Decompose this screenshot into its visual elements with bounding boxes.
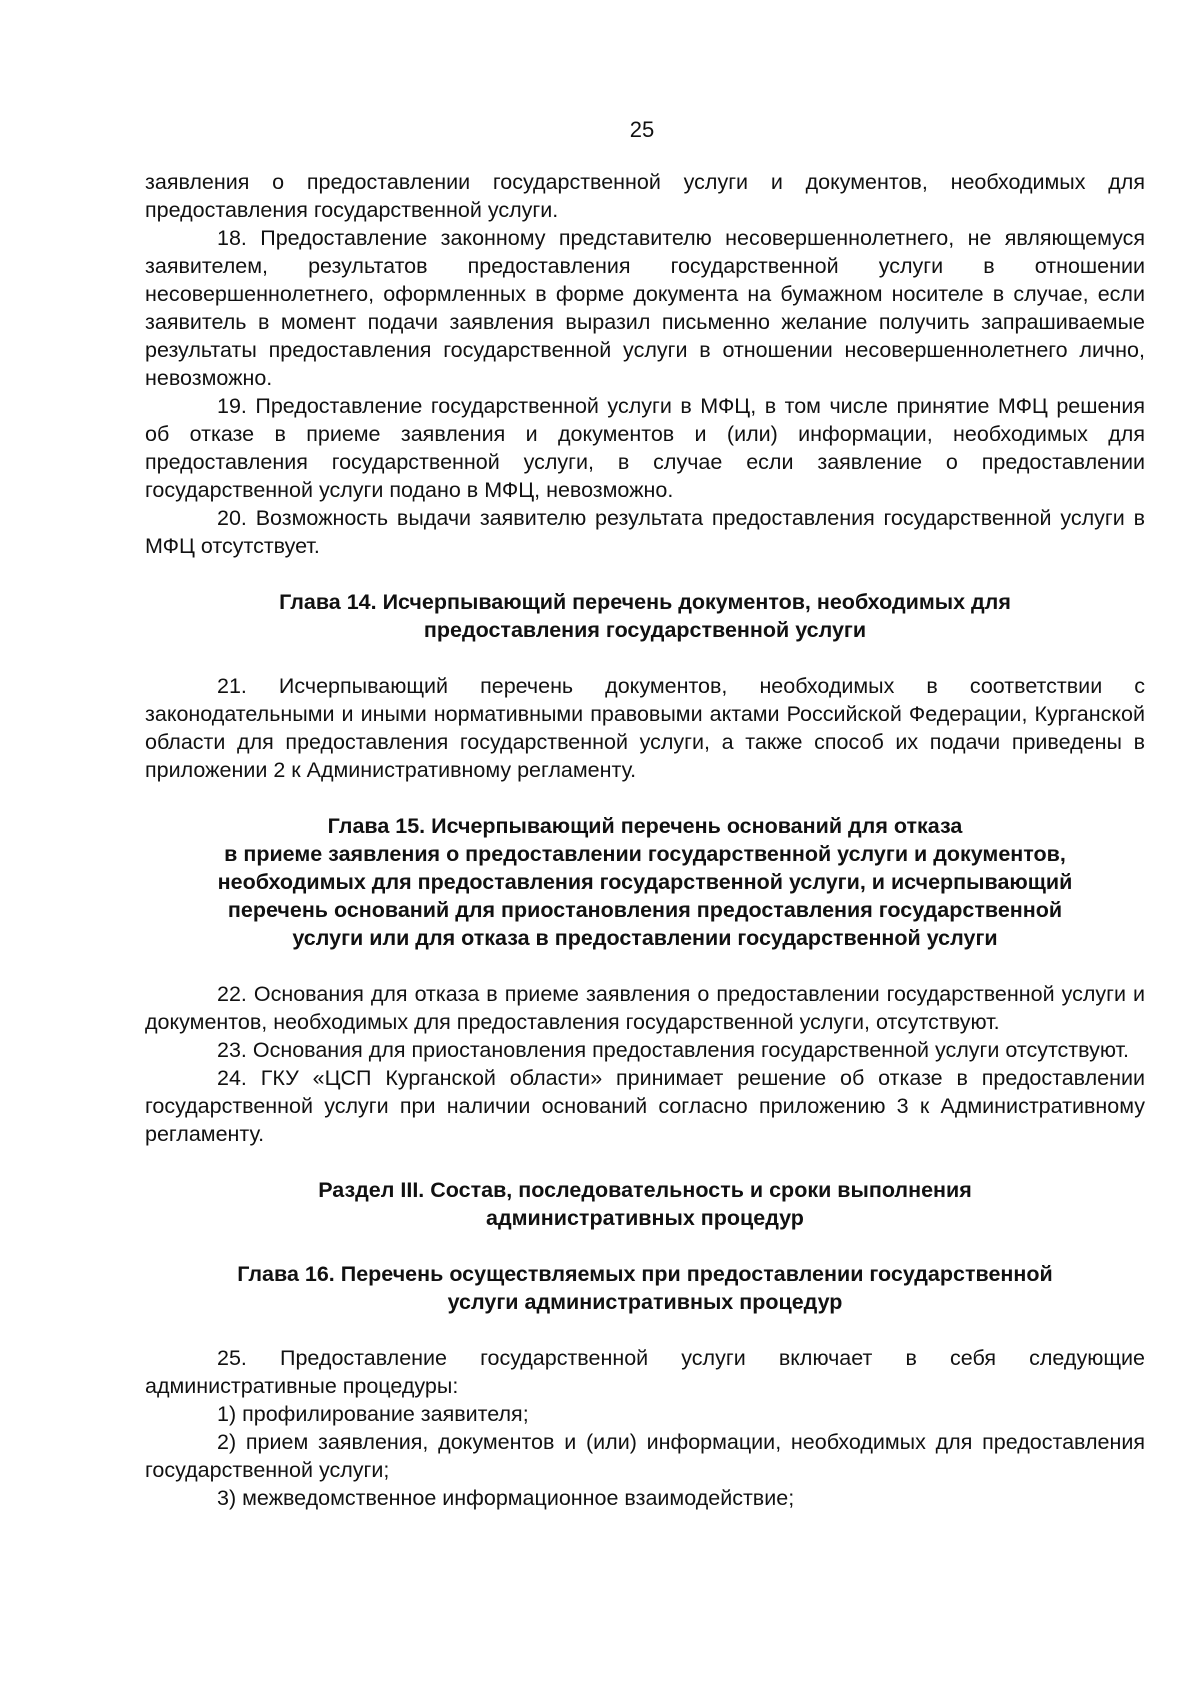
heading-line: Глава 14. Исчерпывающий перечень документов, необходимых для (279, 590, 1011, 614)
section-heading (145, 1260, 1145, 1316)
heading-line: необходимых для предоставления государственной услуги, и исчерпывающий (217, 870, 1073, 894)
paragraph: 24. ГКУ «ЦСП Курганской области» принимает решение об отказе в предоставлении государственной услуги при наличии оснований согласно приложению 3 к Административному регламенту. (145, 1066, 1145, 1146)
paragraph: 3) межведомственное информационное взаимодействие; (217, 1486, 795, 1510)
paragraph: 25. Предоставление государственной услуги включает в себя следующие административные процедуры: (145, 1346, 1145, 1398)
document-body (145, 168, 1145, 1512)
paragraph: заявления о предоставлении государственной услуги и документов, необходимых для предоставления государственной услуги. (145, 170, 1145, 222)
paragraph: 23. Основания для приостановления предоставления государственной услуги отсутствуют. (217, 1038, 1129, 1062)
section-heading (145, 588, 1145, 644)
heading-line: услуги административных процедур (447, 1290, 843, 1314)
page-number: 25 (629, 117, 655, 142)
heading-line: предоставления государственной услуги (423, 618, 867, 642)
section-heading (145, 1176, 1145, 1232)
paragraph: 18. Предоставление законному представителю несовершеннолетнего, не являющемуся заявителем, результатов предоставления государственной услуги в отношении несовершеннолетнего, оформленных в форме документа на бумажном носителе в случае, если заявитель в момент подачи заявления выразил письменно желание получить запрашиваемые результаты предоставления государственной услуги в отношении несовершеннолетнего лично, невозможно. (145, 226, 1145, 390)
section-heading (145, 812, 1145, 952)
heading-line: Глава 16. Перечень осуществляемых при предоставлении государственной (237, 1262, 1053, 1286)
heading-line: административных процедур (486, 1206, 804, 1230)
paragraph: 2) прием заявления, документов и (или) информации, необходимых для предоставления государственной услуги; (145, 1430, 1145, 1482)
paragraph: 1) профилирование заявителя; (217, 1402, 529, 1426)
heading-line: Глава 15. Исчерпывающий перечень оснований для отказа (327, 814, 963, 838)
paragraph: 19. Предоставление государственной услуги в МФЦ, в том числе принятие МФЦ решения об отказе в приеме заявления и документов и (или) информации, необходимых для предоставления государственной услуги, в случае если заявление о предоставлении государственной услуги подано в МФЦ, невозможно. (145, 394, 1145, 502)
heading-line: Раздел III. Состав, последовательность и сроки выполнения (318, 1178, 972, 1202)
heading-line: в приеме заявления о предоставлении государственной услуги и документов, (224, 842, 1066, 866)
paragraph: 22. Основания для отказа в приеме заявления о предоставлении государственной услуги и документов, необходимых для предоставления государственной услуги, отсутствуют. (145, 982, 1145, 1034)
heading-line: перечень оснований для приостановления предоставления государственной (227, 898, 1063, 922)
paragraph: 20. Возможность выдачи заявителю результата предоставления государственной услуги в МФЦ отсутствует. (145, 506, 1145, 558)
heading-line: услуги или для отказа в предоставлении государственной услуги (292, 926, 998, 950)
paragraph: 21. Исчерпывающий перечень документов, необходимых в соответствии с законодательными и иными нормативными правовыми актами Российской Федерации, Курганской области для предоставления государственной услуги, а также способ их подачи приведены в приложении 2 к Административному регламенту. (145, 674, 1145, 782)
